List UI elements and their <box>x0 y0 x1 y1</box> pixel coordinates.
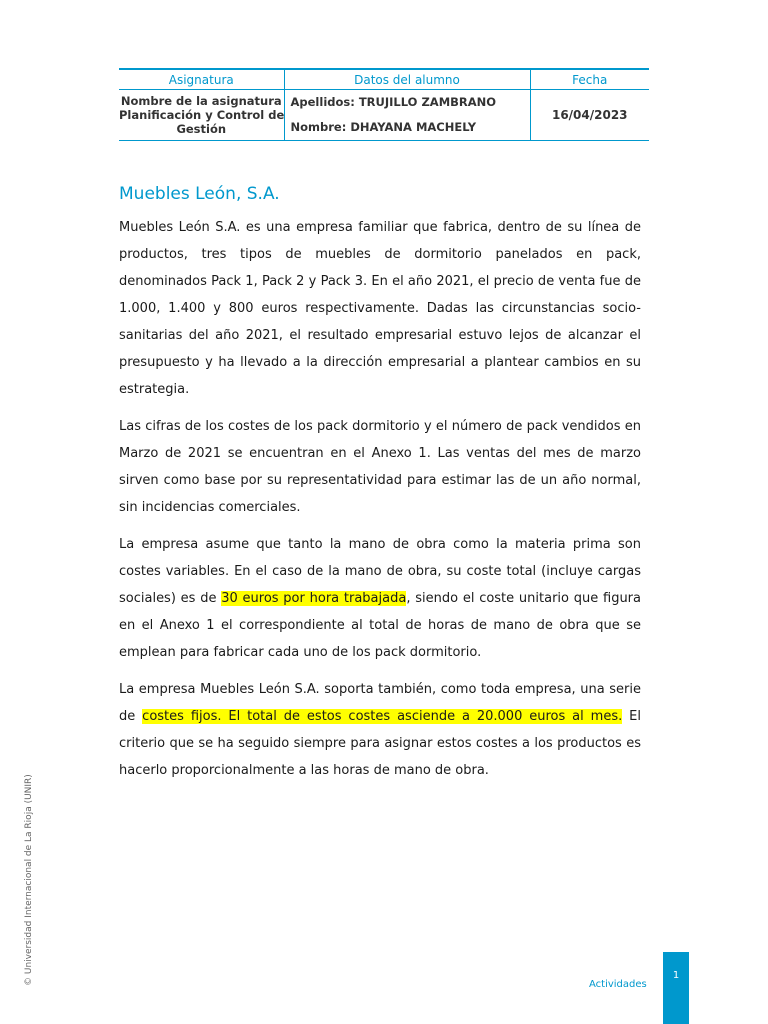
student-surname: Apellidos: TRUJILLO ZAMBRANO <box>290 95 497 109</box>
header-table <box>119 68 649 141</box>
paragraph-fixed-costs <box>119 676 641 784</box>
paragraph-costs: Las cifras de los costes de los pack dormitorio y el número de pack vendidos en Marzo de 2021 se encuentran en el Anexo 1. Las ventas del mes de marzo sirven como base por su representatividad para estimar las de un año normal, sin incidencias comerciales. <box>119 419 641 515</box>
document-title: Muebles León, S.A. <box>119 184 280 204</box>
student-name: Nombre: DHAYANA MACHELY <box>290 120 477 134</box>
paragraph-labor <box>119 531 641 666</box>
header-col-date: Fecha <box>530 69 649 90</box>
subject-line: Nombre de la asignatura <box>120 94 282 108</box>
page-number-tab: 1 <box>663 952 689 1024</box>
date-cell: 16/04/2023 <box>530 90 649 141</box>
paragraph-text: , siendo el coste unitario que figura en el Anexo 1 el correspondiente al total de horas de mano de obra que se emplean para fabricar cada uno de los pack dormitorio. <box>119 591 641 660</box>
paragraph-text: La empresa asume que tanto la mano de obra como la materia prima son costes variables. En el caso de la mano de obra, su coste total (incluye cargas sociales) es de <box>119 537 641 606</box>
copyright-sidebar: © Universidad Internacional de La Rioja (UNIR) <box>24 774 34 986</box>
highlight-labor-cost: 30 euros por hora trabajada <box>221 591 407 606</box>
paragraph-text: El criterio que se ha seguido siempre para asignar estos costes a los productos es hacerlo proporcionalmente a las horas de mano de obra. <box>119 709 641 778</box>
document-body <box>119 214 641 794</box>
student-cell <box>284 90 530 141</box>
paragraph-intro: Muebles León S.A. es una empresa familiar que fabrica, dentro de su línea de productos, tres tipos de muebles de dormitorio panelados en pack, denominados Pack 1, Pack 2 y Pack 3. En el año 2021, el precio de venta fue de 1.000, 1.400 y 800 euros respectivamente. Dadas las circunstancias socio-sanitarias del año 2021, el resultado empresarial estuvo lejos de alcanzar el presupuesto y ha llevado a la dirección empresarial a plantear cambios en su estrategia. <box>119 220 641 397</box>
subject-line: Gestión <box>176 122 227 136</box>
header-col-student: Datos del alumno <box>284 69 530 90</box>
paragraph-text: La empresa Muebles León S.A. soporta también, como toda empresa, una serie de <box>119 682 641 724</box>
subject-line: Planificación y Control de <box>119 108 285 122</box>
subject-cell <box>119 90 284 141</box>
highlight-fixed-costs: costes fijos. El total de estos costes asciende a 20.000 euros al mes. <box>142 709 623 724</box>
footer-label: Actividades <box>589 979 647 990</box>
header-col-subject: Asignatura <box>119 69 284 90</box>
